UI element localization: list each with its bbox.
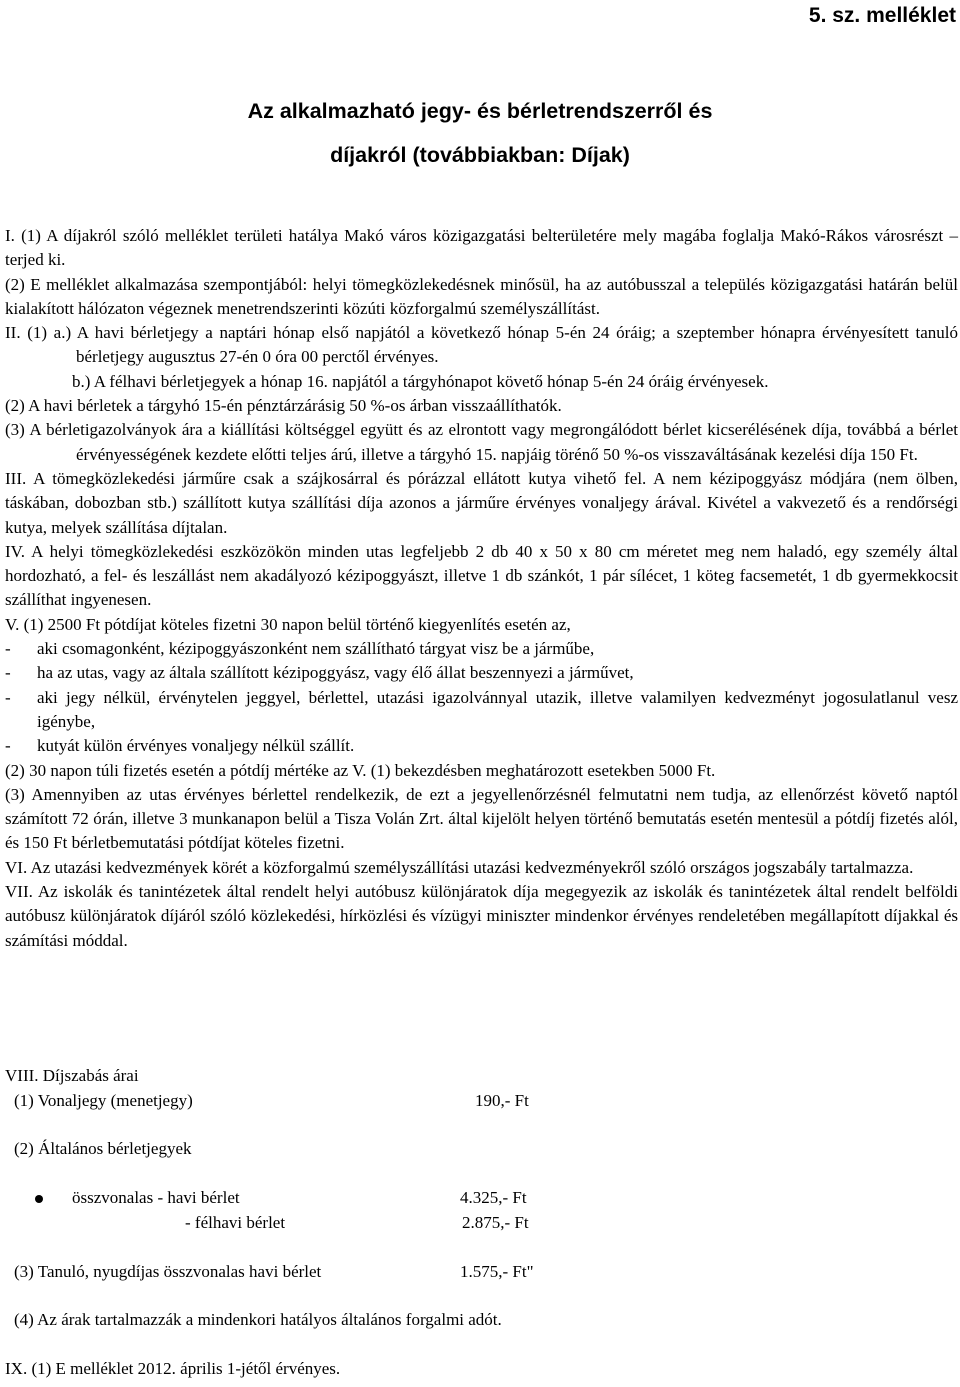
paragraph-V-2: (2) 30 napon túli fizetés esetén a pótdíj mértéke az V. (1) bekezdésben meghatározott esetekben 5000 Ft. (5, 760, 716, 780)
price-item-value: 4.325,- Ft (460, 1188, 527, 1207)
price-section-heading: VIII. Díjszabás árai (5, 1066, 139, 1085)
paragraph-V-1: V. (1) 2500 Ft pótdíjat köteles fizetni 30 napon belül történő kiegyenlítés esetén az, (5, 614, 571, 634)
price-item-label: (1) Vonaljegy (menetjegy) (14, 1091, 193, 1110)
price-item-label: (3) Tanuló, nyugdíjas összvonalas havi bérlet (14, 1262, 322, 1281)
list-item (5, 637, 958, 661)
paragraph-VI: VI. Az utazási kedvezmények körét a közforgalmú személyszállítási utazási kedvezményekről szóló országos jogszabály tartalmazza. (5, 857, 914, 877)
document-title-line-2: díjakról (továbbiakban: Díjak) (330, 143, 630, 167)
paragraph-II-2: (2) A havi bérletek a tárgyhó 15-én pénztárzárásig 50 %-os árban visszaállíthatók. (5, 396, 562, 416)
list-item (5, 734, 958, 758)
price-item-label: - félhavi bérlet (185, 1213, 286, 1232)
dash-marker: - (5, 736, 11, 756)
paragraph-IV: IV. A helyi tömegközlekedési eszközökön minden utas legfeljebb 2 db 40 x 50 x 80 cm méretet meg nem haladó, egy személy által hordozható, a fel- és leszállást nem akadályozó kézipoggyászt, illetve 1 db szánkót, 1 pár sílécet, 1 köteg facsemetét, 1 db gyermekkocsit szállíthat ingyenesen. (5, 541, 958, 610)
list-item-text: aki jegy nélkül, érvénytelen jeggyel, bérlettel, utazási igazolvánnyal utazik, illetve valamilyen kedvezményt jogosulatlanul vesz igénybe, (37, 687, 958, 731)
price-item-value: 1.575,- Ft" (460, 1262, 534, 1281)
paragraph-VII: VII. Az iskolák és tanintézetek által rendelt helyi autóbusz különjáratok díja megegyezik az iskolák és tanintézetek által rendelt belföldi autóbusz különjáratok díjáról szóló közlekedési, hírközlési és vízügyi miniszter mindenkor érvényes rendeletében megállapított díjakkal és számítási móddal. (5, 882, 958, 950)
paragraph-II-1b: b.) A félhavi bérletjegyek a hónap 16. napjától a tárgyhónapot követő hónap 5-én 24 óráig érvényesek. (72, 371, 769, 391)
list-item-text: aki csomagonként, kézipoggyászonként nem szállítható tárgyat visz be a járműbe, (37, 639, 595, 659)
bullet-icon (35, 1195, 43, 1203)
list-item (5, 686, 958, 735)
list-item (5, 661, 958, 685)
price-item-value: 2.875,- Ft (462, 1213, 529, 1232)
paragraph-II-3: (3) A bérletigazolványok ára a kiállítási költséggel együtt és az elrontott vagy megrongálódott bérlet kicserélésének díja, továbbá a bérlet érvényességének kezdete előtti teljes árú, illetve a tárgyhó 15. napjáig törénő 50 %-os visszaváltásának kezelési díja 150 Ft. (5, 420, 958, 464)
paragraph-V-3: (3) Amennyiben az utas érvényes bérlettel rendelkezik, de ezt a jegyellenőrzésnél felmutatni nem tudja, az ellenőrzést követő naptól számított 72 órán, illetve 3 munkanapon belül a Tisza Volán Zrt. által kijelölt helyen történő bemutatás esetén mentesül a pótdíj fizetés alól, és 150 Ft bérletbemutatási pótdíjat köteles fizetni. (5, 784, 958, 853)
paragraph-II-1a: II. (1) a.) A havi bérletjegy a naptári hónap első napjától a következő hónap 5-én 24 óráig; a szeptember hónapra érvényesített tanuló bérletjegy augusztus 27-én 0 óra 00 perctől érvényes. (5, 323, 958, 367)
document-title-line-1: Az alkalmazható jegy- és bérletrendszerről és (247, 99, 713, 123)
price-item-value: 190,- Ft (475, 1091, 529, 1110)
paragraph-III: III. A tömegközlekedési járműre csak a szájkosárral és pórázzal ellátott kutya vihető fel. A nem kézipoggyász módjára (nem ölben, táskában, dobozban stb.) szállított kutya szállítási díja azonos a járműre érvényes vonaljegy árával. Kivétel a vakvezető és a rendőrségi kutya, melyek szállítása díjtalan. (5, 468, 958, 537)
dash-marker: - (5, 639, 11, 659)
dash-marker: - (5, 663, 11, 683)
document-body (5, 224, 958, 953)
list-item-text: ha az utas, vagy az általa szállított kézipoggyász, vagy élő állat beszennyezi a járművet, (37, 663, 634, 683)
annex-label: 5. sz. melléklet (808, 4, 956, 27)
list-item-text: kutyát külön érvényes vonaljegy nélkül szállít. (37, 736, 355, 756)
price-item-label: (2) Általános bérletjegyek (14, 1139, 192, 1158)
paragraph-I-1: I. (1) A díjakról szóló melléklet területi hatálya Makó város közigazgatási belterületére mely magába foglalja Makó-Rákos városrészt – terjed ki. (5, 226, 958, 270)
paragraph-I-2: (2) E melléklet alkalmazása szempontjából: helyi tömegközlekedésnek minősül, ha az autóbusszal a település közigazgatási határán belül kialakított hálózaton végeznek menetrendszerinti közúti közforgalmú személyszállítást. (5, 274, 958, 318)
dash-marker: - (5, 687, 11, 707)
validity-statement: IX. (1) E melléklet 2012. április 1-jétől érvényes. (5, 1359, 341, 1378)
price-item-label: (4) Az árak tartalmazzák a mindenkori hatályos általános forgalmi adót. (14, 1310, 502, 1329)
price-item-label: összvonalas - havi bérlet (72, 1188, 240, 1207)
